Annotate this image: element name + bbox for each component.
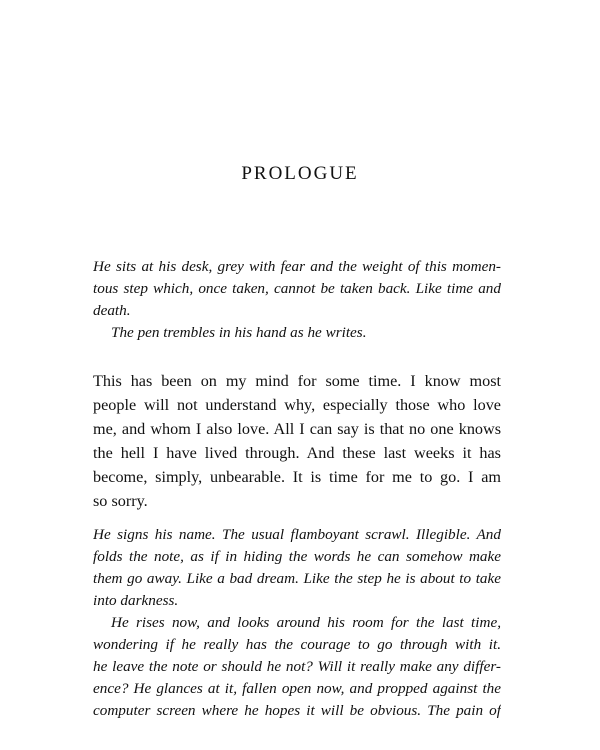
text-line: death. (93, 302, 131, 319)
text-line: so sorry. (93, 492, 148, 510)
text-line: tous step which, once taken, cannot be taken back. Like time and (93, 280, 501, 297)
text-line: folds the note, as if in hiding the words he can somehow make (93, 548, 501, 565)
text-line: the hell I have lived through. And these last weeks it has (93, 444, 501, 462)
text-line: me, and whom I also love. All I can say is that no one knows (93, 420, 501, 438)
italic-after-paragraph (93, 524, 501, 722)
text-line: he leave the note or should he not? Will it really make any differ- (93, 658, 501, 675)
text-line: computer screen where he hopes it will be obvious. The pain of (93, 702, 501, 719)
text-line: wondering if he really has the courage to go through with it. (93, 636, 501, 653)
text-line: He rises now, and looks around his room for the last time, (111, 614, 501, 631)
text-line: people will not understand why, especially those who love (93, 396, 501, 414)
text-line: He sits at his desk, grey with fear and the weight of this momen- (93, 258, 501, 275)
text-line: The pen trembles in his hand as he writes. (111, 324, 367, 341)
text-line: This has been on my mind for some time. I know most (93, 372, 501, 390)
text-line: become, simply, unbearable. It is time for me to go. I am (93, 468, 501, 486)
note-paragraph (93, 369, 501, 513)
text-line: ence? He glances at it, fallen open now, and propped against the (93, 680, 501, 697)
chapter-title: PROLOGUE (241, 163, 359, 184)
text-line: into darkness. (93, 592, 179, 609)
italic-intro-paragraph (93, 256, 501, 344)
text-line: them go away. Like a bad dream. Like the step he is about to take (93, 570, 501, 587)
text-line: He signs his name. The usual flamboyant scrawl. Illegible. And (93, 526, 501, 543)
